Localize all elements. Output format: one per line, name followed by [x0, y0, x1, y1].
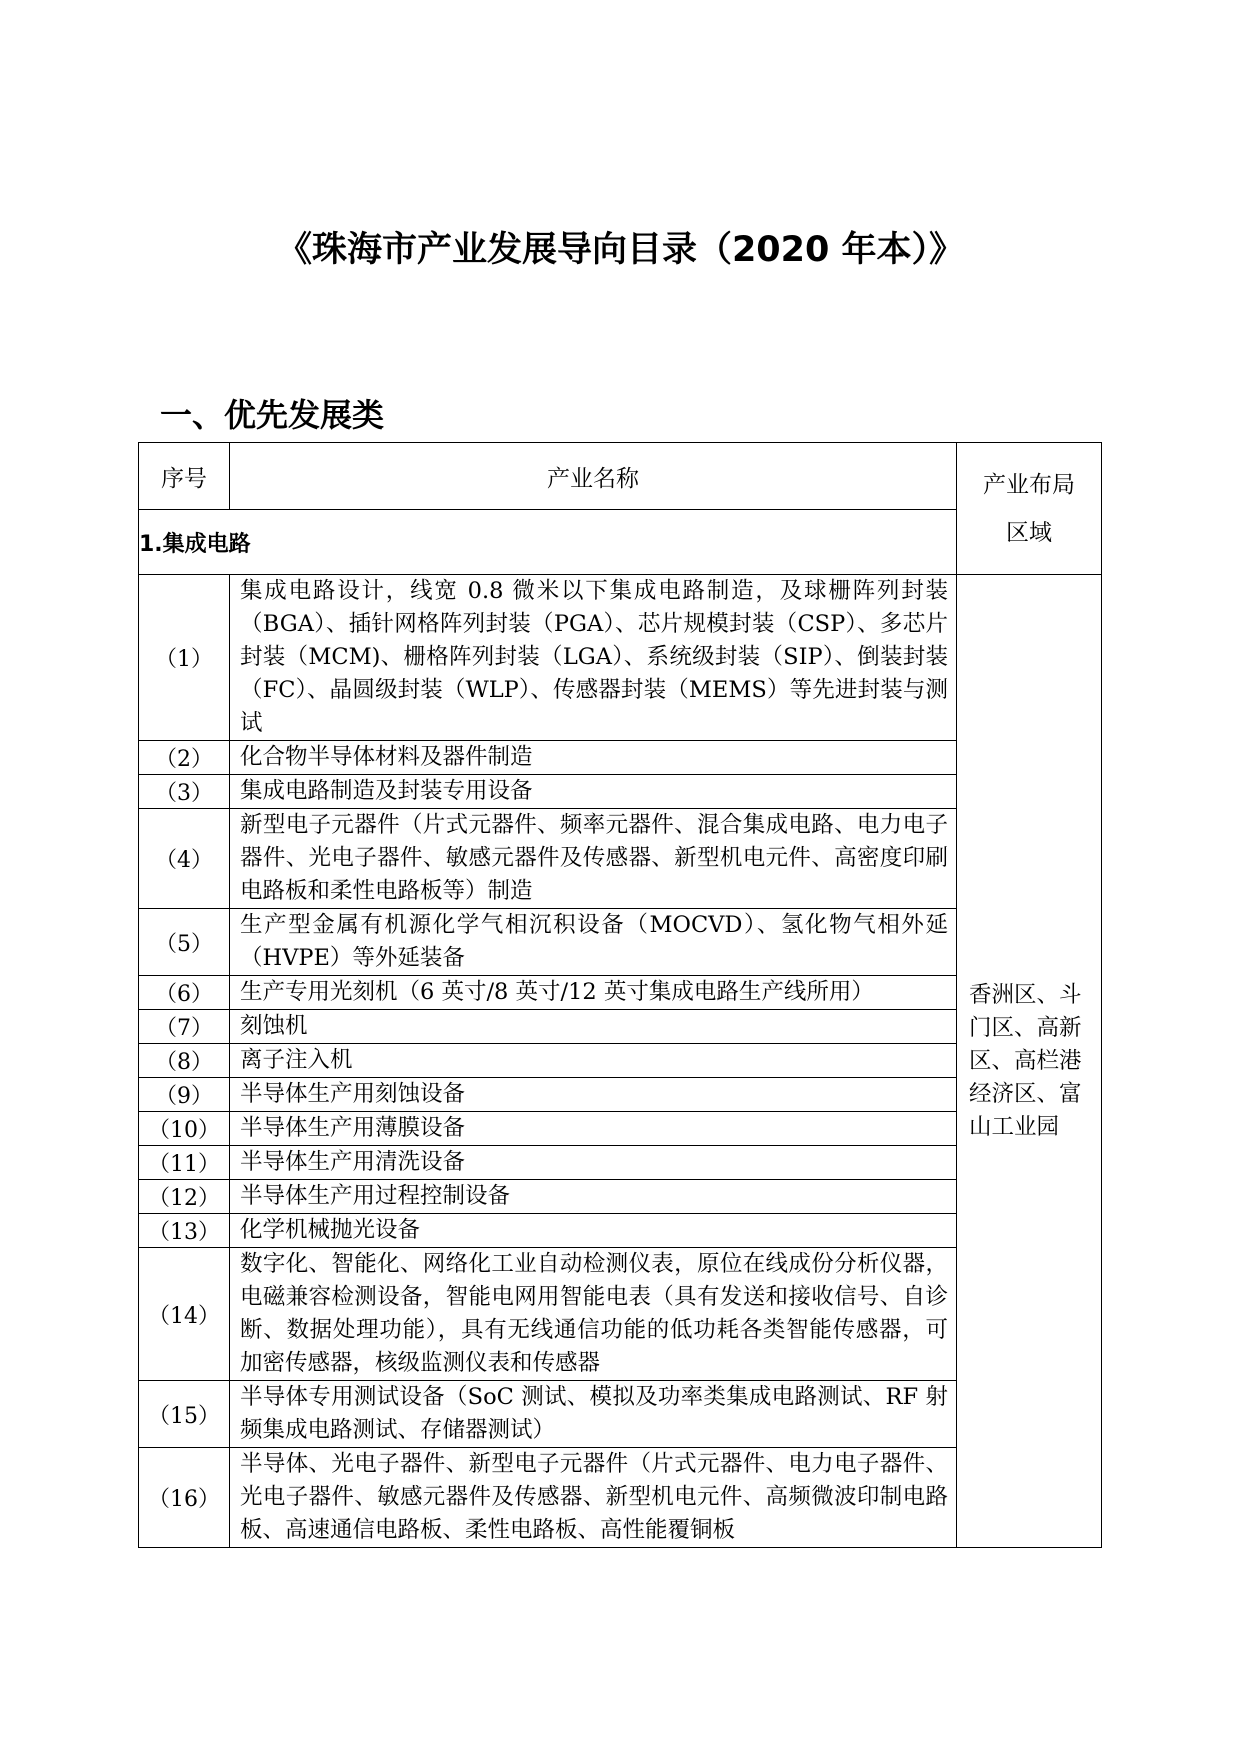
- table-header-row: [139, 443, 1102, 510]
- row-industry-name: 半导体、光电子器件、新型电子元器件（片式元器件、电力电子器件、光电子器件、敏感元器件及传感器、新型机电元件、高频微波印制电路板、高速通信电路板、柔性电路板、高性能覆铜板: [230, 1448, 957, 1548]
- row-industry-name: 半导体生产用过程控制设备: [230, 1180, 957, 1214]
- row-number: （7）: [139, 1010, 230, 1044]
- section-heading: 一、优先发展类: [160, 396, 385, 434]
- row-number: （13）: [139, 1214, 230, 1248]
- row-industry-name: 生产专用光刻机（6 英寸/8 英寸/12 英寸集成电路生产线所用）: [230, 976, 957, 1010]
- row-number: （15）: [139, 1381, 230, 1448]
- row-industry-name: 半导体专用测试设备（SoC 测试、模拟及功率类集成电路测试、RF 射频集成电路测试、存储器测试）: [230, 1381, 957, 1448]
- row-number: （3）: [139, 775, 230, 809]
- row-industry-name: 生产型金属有机源化学气相沉积设备（MOCVD）、氢化物气相外延（HVPE）等外延装备: [230, 909, 957, 976]
- row-industry-name: 化合物半导体材料及器件制造: [230, 741, 957, 775]
- row-number: （16）: [139, 1448, 230, 1548]
- row-number: （14）: [139, 1248, 230, 1381]
- row-number: （1）: [139, 575, 230, 741]
- row-industry-name: 新型电子元器件（片式元器件、频率元器件、混合集成电路、电力电子器件、光电子器件、敏感元器件及传感器、新型机电元件、高密度印刷电路板和柔性电路板等）制造: [230, 809, 957, 909]
- row-number: （10）: [139, 1112, 230, 1146]
- header-region: [957, 443, 1102, 575]
- header-name: 产业名称: [230, 443, 957, 510]
- row-industry-name: 半导体生产用刻蚀设备: [230, 1078, 957, 1112]
- row-number: （4）: [139, 809, 230, 909]
- row-industry-name: 刻蚀机: [230, 1010, 957, 1044]
- region-cell: 香洲区、斗门区、高新区、高栏港经济区、富山工业园: [957, 575, 1102, 1548]
- row-industry-name: 集成电路制造及封装专用设备: [230, 775, 957, 809]
- header-region-text: 产业布局区域: [983, 471, 1075, 546]
- category-label: 1.集成电路: [139, 510, 957, 575]
- row-industry-name: 化学机械抛光设备: [230, 1214, 957, 1248]
- header-seq: 序号: [139, 443, 230, 510]
- row-industry-name: 半导体生产用清洗设备: [230, 1146, 957, 1180]
- row-number: （2）: [139, 741, 230, 775]
- document-title: 《珠海市产业发展导向目录（2020 年本）》: [276, 230, 965, 270]
- row-number: （8）: [139, 1044, 230, 1078]
- row-industry-name: 离子注入机: [230, 1044, 957, 1078]
- row-number: （12）: [139, 1180, 230, 1214]
- row-number: （5）: [139, 909, 230, 976]
- industry-catalog-table: [138, 442, 1102, 1548]
- table-row: [139, 575, 1102, 741]
- row-number: （9）: [139, 1078, 230, 1112]
- row-number: （11）: [139, 1146, 230, 1180]
- row-industry-name: 数字化、智能化、网络化工业自动检测仪表，原位在线成份分析仪器，电磁兼容检测设备，智能电网用智能电表（具有发送和接收信号、自诊断、数据处理功能），具有无线通信功能的低功耗各类智能传感器，可加密传感器，核级监测仪表和传感器: [230, 1248, 957, 1381]
- row-number: （6）: [139, 976, 230, 1010]
- row-industry-name: 集成电路设计，线宽 0.8 微米以下集成电路制造，及球栅阵列封装（BGA）、插针网格阵列封装（PGA）、芯片规模封装（CSP）、多芯片封装（MCM)、栅格阵列封装（LGA）、系统级封装（SIP）、倒装封装（FC）、晶圆级封装（WLP）、传感器封装（MEMS）等先进封装与测试: [230, 575, 957, 741]
- row-industry-name: 半导体生产用薄膜设备: [230, 1112, 957, 1146]
